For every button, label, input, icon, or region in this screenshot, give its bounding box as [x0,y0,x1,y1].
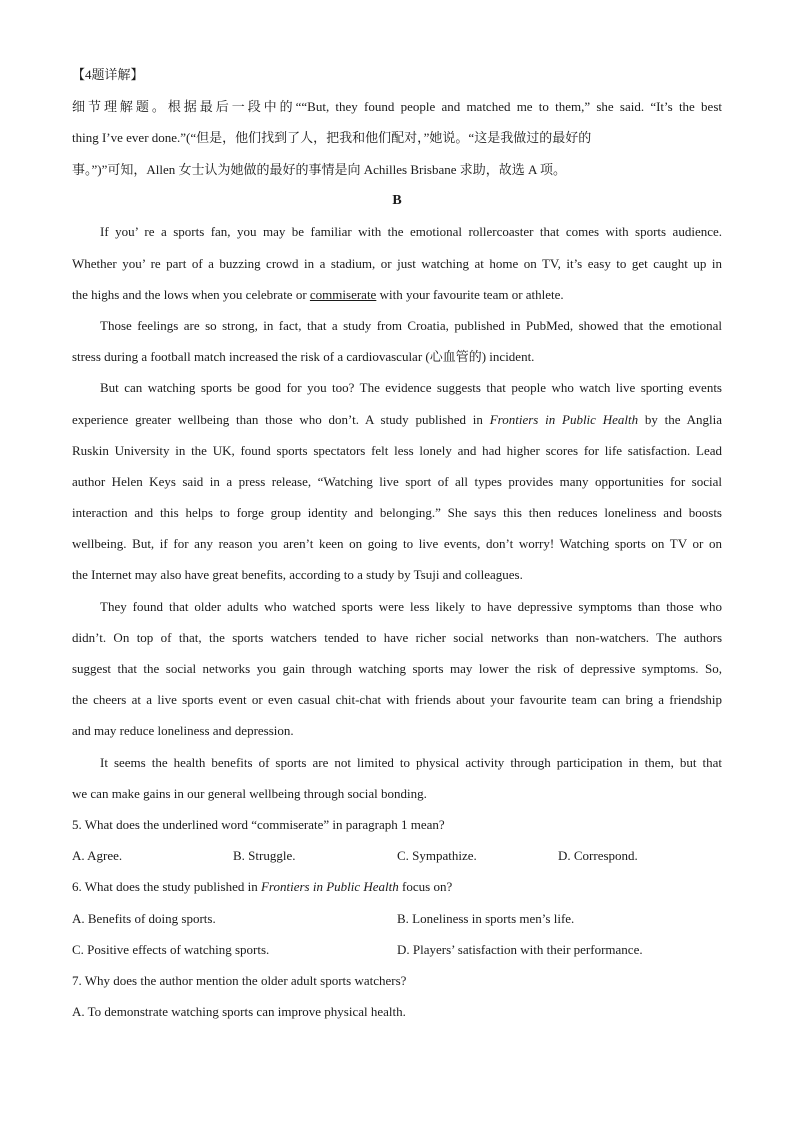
q5-option-d: D. Correspond. [558,848,638,863]
question-5: 5. What does the underlined word “commiserate” in paragraph 1 mean? [72,817,445,832]
p2-line-1: Those feelings are so strong, in fact, that a study from Croatia, published in PubMed, showed that the emotional [100,318,722,333]
detail-heading: 【4题详解】 [72,67,144,82]
q7-option-a: A. To demonstrate watching sports can improve physical health. [72,1004,406,1019]
p3-line-7: the Internet may also have great benefits, according to a study by Tsuji and colleagues. [72,567,523,582]
p3-line-5: interaction and this helps to forge group identity and belonging.” She says this then reduces loneliness and boosts [72,505,722,520]
question-6-start: 6. What does the study published in [72,879,261,894]
p3-line-2-end: by the Anglia [638,412,723,427]
question-6 [72,879,722,895]
p4-line-4: the cheers at a live sports event or even casual chit-chat with friends about your favourite team can bring a friendship [72,692,722,707]
p4-line-5: and may reduce loneliness and depression. [72,723,294,738]
detail-line-3: 事。”)”可知，Allen 女士认为她做的最好的事情是向 Achilles Brisbane 求助，故选 A 项。 [72,162,566,177]
p3-line-3: Ruskin University in the UK, found sports spectators felt less lonely and had higher scores for life satisfaction. Lead [72,443,722,458]
q5-option-c: C. Sympathize. [397,848,477,863]
q6-option-b: B. Loneliness in sports men’s life. [397,911,575,926]
q6-option-c: C. Positive effects of watching sports. [72,942,270,957]
journal-title: Frontiers in Public Health [489,412,639,427]
p4-line-1: They found that older adults who watched sports were less likely to have depressive symptoms than those who [100,599,722,614]
detail-line-1: 细节理解题。根据最后一段中的““But, they found people and matched me to them,” she said. “It’s the best [72,99,722,114]
p1-line-3 [72,287,722,303]
question-6-end: focus on? [398,879,453,894]
p3-line-2-start: experience greater wellbeing than those who don’t. A study published in [72,412,490,427]
p3-line-4: author Helen Keys said in a press release, “Watching live sport of all types provides many opportunities for social [72,474,722,489]
underlined-word: commiserate [309,287,377,302]
p5-line-1: It seems the health benefits of sports are not limited to physical activity through participation in them, but that [100,755,722,770]
p3-line-6: wellbeing. But, if for any reason you aren’t keen on going to live events, don’t worry! Watching sports on TV or on [72,536,722,551]
question-7: 7. Why does the author mention the older adult sports watchers? [72,973,407,988]
p4-line-2: didn’t. On top of that, the sports watchers tended to have richer social networks than non-watchers. The authors [72,630,722,645]
p3-line-2 [72,412,722,428]
p1-line-3-end: with your favourite team or athlete. [376,287,564,302]
p4-line-3: suggest that the social networks you gain through watching sports may lower the risk of depressive symptoms. So, [72,661,722,676]
q5-option-b: B. Struggle. [233,848,296,863]
p1-line-2: Whether you’ re part of a buzzing crowd in a stadium, or just watching at home on TV, it’s easy to get caught up in [72,256,722,271]
p1-line-3-start: the highs and the lows when you celebrate or [72,287,310,302]
q6-option-d: D. Players’ satisfaction with their performance. [397,942,643,957]
q5-option-a: A. Agree. [72,848,123,863]
p1-line-1: If you’ re a sports fan, you may be familiar with the emotional rollercoaster that comes with sports audience. [100,224,722,239]
q6-option-a: A. Benefits of doing sports. [72,911,216,926]
section-letter: B [392,193,402,208]
question-6-journal: Frontiers in Public Health [260,879,399,894]
p3-line-1: But can watching sports be good for you too? The evidence suggests that people who watch live sporting events [100,380,722,395]
p5-line-2: we can make gains in our general wellbeing through social bonding. [72,786,427,801]
detail-line-2: thing I’ve ever done.”(“但是，他们找到了人，把我和他们配对，”她说。“这是我做过的最好的 [72,130,592,145]
p2-line-2: stress during a football match increased the risk of a cardiovascular (心血管的) incident. [72,349,535,364]
